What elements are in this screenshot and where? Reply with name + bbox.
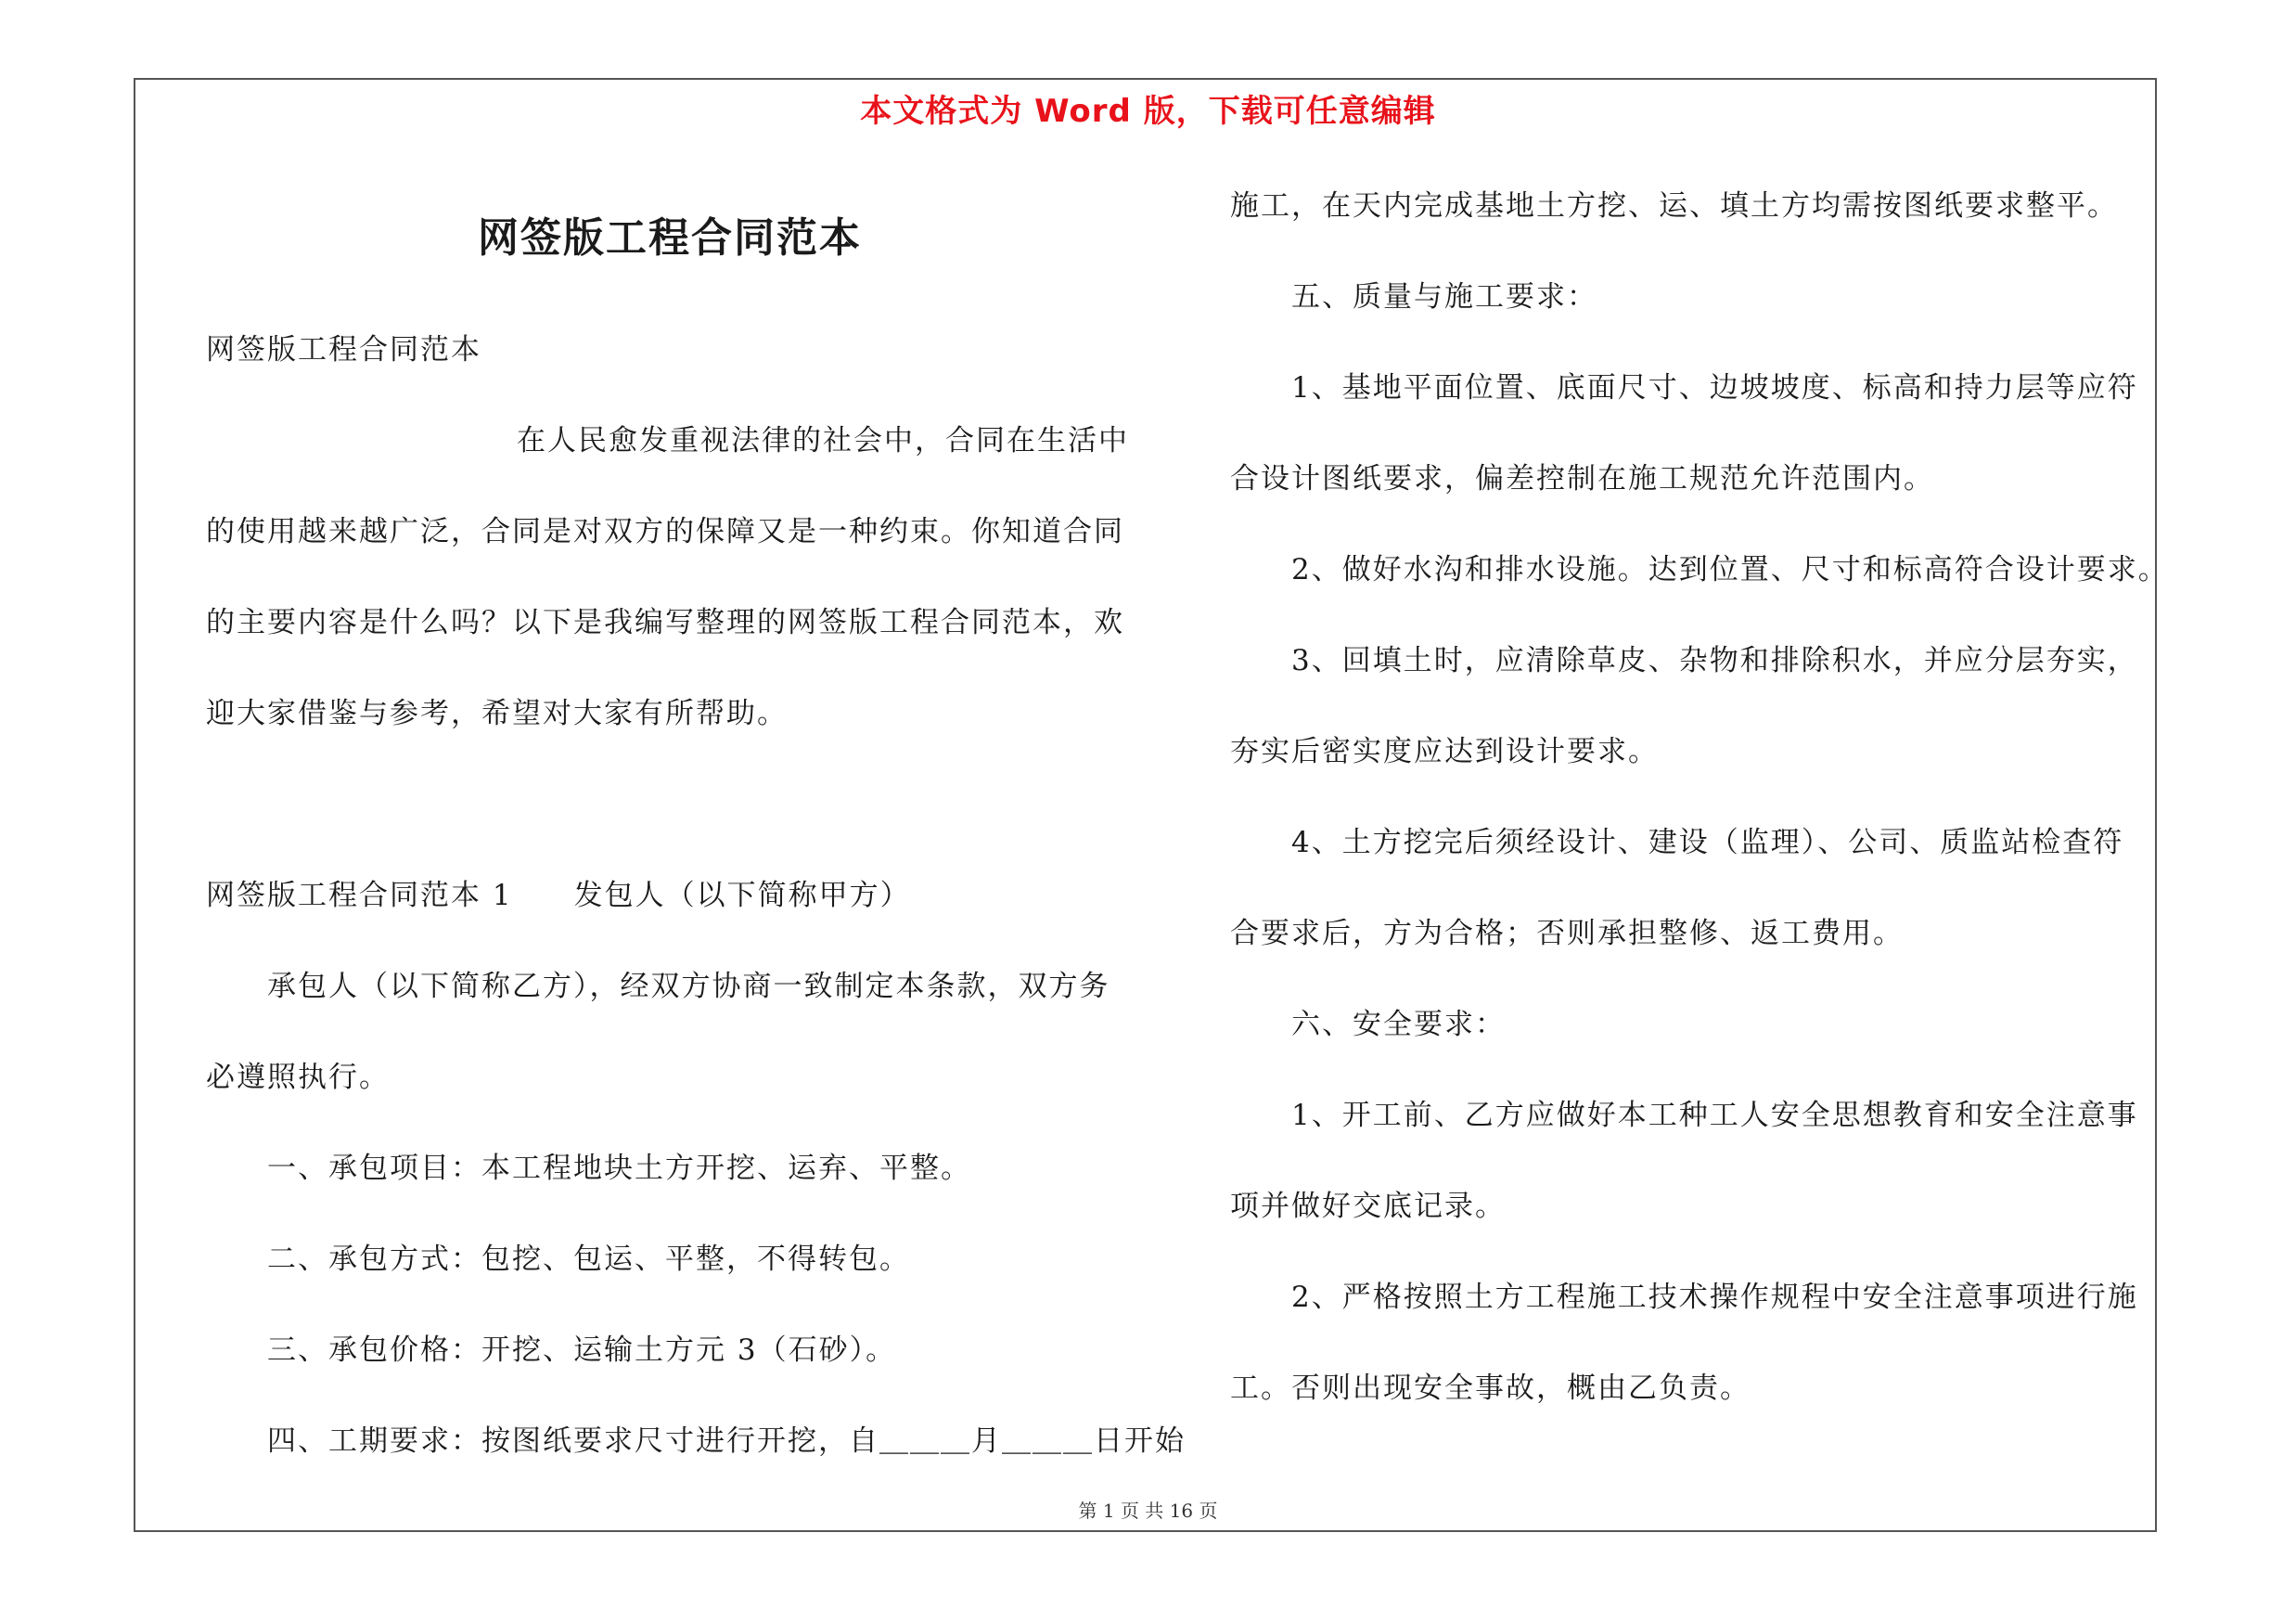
paragraph-line: 必遵照执行。: [206, 1061, 390, 1094]
clause-line: 2、严格按照土方工程施工技术操作规程中安全注意事项进行施: [1291, 1281, 2138, 1314]
clause-line: 四、工期要求：按图纸要求尺寸进行开挖，自＿＿＿月＿＿＿日开始: [267, 1424, 1186, 1458]
clause-line: 一、承包项目：本工程地块土方开挖、运弃、平整。: [267, 1152, 971, 1185]
left-column: [206, 331, 1186, 1514]
paragraph-line: 项并做好交底记录。: [1230, 1190, 1506, 1223]
page-number-footer: 第 1 页 共 16 页: [1078, 1500, 1218, 1522]
paragraph-line: 在人民愈发重视法律的社会中，合同在生活中: [517, 424, 1129, 457]
document-title: 网签版工程合同范本: [478, 214, 862, 262]
paragraph-line: 合设计图纸要求，偏差控制在施工规范允许范围内。: [1230, 462, 1934, 496]
paragraph-line: 的使用越来越广泛，合同是对双方的保障又是一种约束。你知道合同: [206, 515, 1124, 548]
clause-line: 1、开工前、乙方应做好本工种工人安全思想教育和安全注意事: [1291, 1099, 2138, 1132]
paragraph-line: 承包人（以下简称乙方），经双方协商一致制定本条款，双方务: [267, 970, 1110, 1003]
paragraph-line: 迎大家借鉴与参考，希望对大家有所帮助。: [206, 697, 788, 730]
right-column: [1230, 187, 2176, 1461]
word-format-banner: 本文格式为 Word 版，下载可任意编辑: [860, 93, 1436, 130]
paragraph-line: 施工，在天内完成基地土方挖、运、填土方均需按图纸要求整平。: [1230, 189, 2118, 223]
clause-line: 2、做好水沟和排水设施。达到位置、尺寸和标高符合设计要求。: [1291, 553, 2169, 586]
blank-line: [206, 786, 1134, 877]
section-heading: 网签版工程合同范本 1 发包人（以下简称甲方）: [206, 879, 911, 912]
clause-line: 三、承包价格：开挖、运输土方元 3（石砂）。: [267, 1333, 897, 1367]
paragraph-line: 合要求后，方为合格；否则承担整修、返工费用。: [1230, 917, 1904, 950]
subtitle-line: 网签版工程合同范本: [206, 333, 481, 367]
clause-line: 4、土方挖完后须经设计、建设（监理）、公司、质监站检查符: [1291, 826, 2124, 859]
clause-line: 1、基地平面位置、底面尺寸、边坡坡度、标高和持力层等应符: [1291, 371, 2138, 405]
section-heading: 五、质量与施工要求：: [1291, 280, 1597, 314]
paragraph-line: 的主要内容是什么吗？以下是我编写整理的网签版工程合同范本，欢: [206, 606, 1124, 639]
paragraph-line: 夯实后密实度应达到设计要求。: [1230, 735, 1659, 768]
clause-line: 3、回填土时，应清除草皮、杂物和排除积水，并应分层夯实，: [1291, 644, 2138, 677]
clause-line: 二、承包方式：包挖、包运、平整，不得转包。: [267, 1243, 910, 1276]
section-heading: 六、安全要求：: [1291, 1008, 1506, 1041]
paragraph-line: 工。否则出现安全事故，概由乙负责。: [1230, 1372, 1751, 1405]
